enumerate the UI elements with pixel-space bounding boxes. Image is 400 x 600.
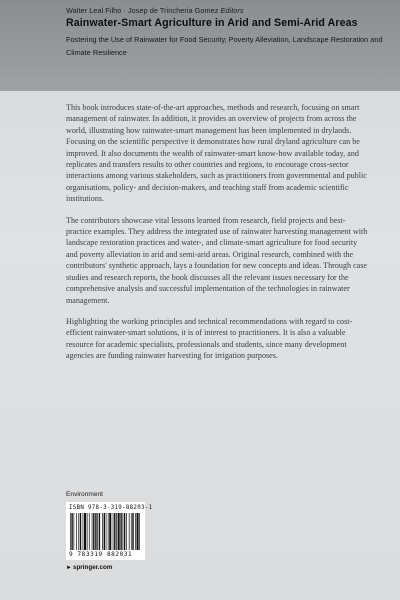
blurb-paragraph-3: Highlighting the working principles and technical recommendations with regard to cost-efficient rainwater-smart solutions, it is of interest to practitioners. It is also a valuable resource for academic specialists, professionals and students, since many development agencies are funding rainwater harvesting for irrigation purposes. <box>66 316 353 361</box>
barcode-bar <box>123 513 124 550</box>
barcode-bar <box>87 513 88 550</box>
editors-names: Walter Leal Filho · Josep de Trincheria Gomez <box>66 6 219 15</box>
barcode-bar <box>95 513 96 550</box>
blurb <box>66 102 370 372</box>
publisher-website[interactable] <box>66 564 113 571</box>
barcode-bar <box>109 513 111 550</box>
book-title: Rainwater-Smart Agriculture in Arid and Semi-Arid Areas <box>66 17 358 29</box>
barcode-bar <box>83 513 84 550</box>
website-text: springer.com <box>72 564 113 571</box>
blurb-paragraph-2: The contributors showcase vital lessons learned from research, field projects and best-practice examples. They address the integrated use of rainwater harvesting management with landscape restoration practices and water-, and climate-smart agriculture for food security and poverty alleviation in arid and semi-arid areas. Original research, combined with the contributors' synthetic approach, lays a foundation for new concepts and ideas. Through case studies and research reports, the book discusses all the relevant issues necessary for the comprehensive analysis and successful implementation of the technologies in rainwater management. <box>66 215 368 305</box>
barcode-digits: 9 783319 882031 <box>69 551 133 558</box>
blurb-paragraph-1: This book introduces state-of-the-art approaches, methods and research, focusing on smart management of rainwater. In addition, it provides an overview of projects from across the world, illustrating how rainwater-smart management has been implemented in drylands. Focusing on the scientific perspective it demonstrates how rural dryland agriculture can be improved. It also documents the wealth of rainwater-smart know-how available today, and replicates and transfers results to other countries and regions, to encourage cross-sector interactions among various stakeholders, such as practitioners from governmental and public organisations, policy- and decision-makers, and teaching staff from academic scientific institutions. <box>66 103 367 204</box>
barcode-bar <box>70 513 71 550</box>
barcode-bar <box>135 513 136 550</box>
header-band <box>0 0 400 91</box>
barcode-bar <box>108 513 109 550</box>
barcode-bar <box>113 513 114 550</box>
barcode-bar <box>137 513 139 550</box>
barcode-panel <box>66 502 153 560</box>
barcode-bar <box>71 513 72 550</box>
barcode-bar <box>92 513 93 550</box>
barcode-image <box>69 513 142 550</box>
barcode-bar <box>93 513 94 550</box>
barcode-bar <box>116 513 117 550</box>
barcode-bar <box>132 513 133 550</box>
barcode-bar <box>104 513 105 550</box>
subject-category: Environment <box>66 491 104 498</box>
barcode-bar <box>84 513 86 550</box>
barcode-bar <box>99 513 100 550</box>
editors-line <box>66 6 244 15</box>
barcode-bar <box>126 513 127 550</box>
barcode-bar <box>131 513 132 550</box>
arrow-right-icon: ► <box>66 565 72 571</box>
barcode-bar <box>78 513 79 550</box>
barcode-bar <box>76 513 77 550</box>
editors-suffix: Editors <box>220 6 244 15</box>
book-subtitle: Fostering the Use of Rainwater for Food Security, Poverty Alleviation, Landscape Restoration and Climate Resilience <box>66 35 383 58</box>
barcode-bar <box>89 513 90 550</box>
barcode-bar <box>139 513 140 550</box>
barcode-bar <box>80 513 81 550</box>
barcode-bar <box>97 513 98 550</box>
barcode-bar <box>129 513 130 550</box>
isbn-label: ISBN 978-3-319-88203-1 <box>69 505 153 511</box>
barcode-bar <box>74 513 75 550</box>
barcode-bar <box>124 513 125 550</box>
barcode-bar <box>118 513 120 550</box>
barcode-bar <box>120 513 121 550</box>
barcode-bar <box>106 513 107 550</box>
barcode-bar <box>114 513 115 550</box>
barcode-bar <box>102 513 103 550</box>
